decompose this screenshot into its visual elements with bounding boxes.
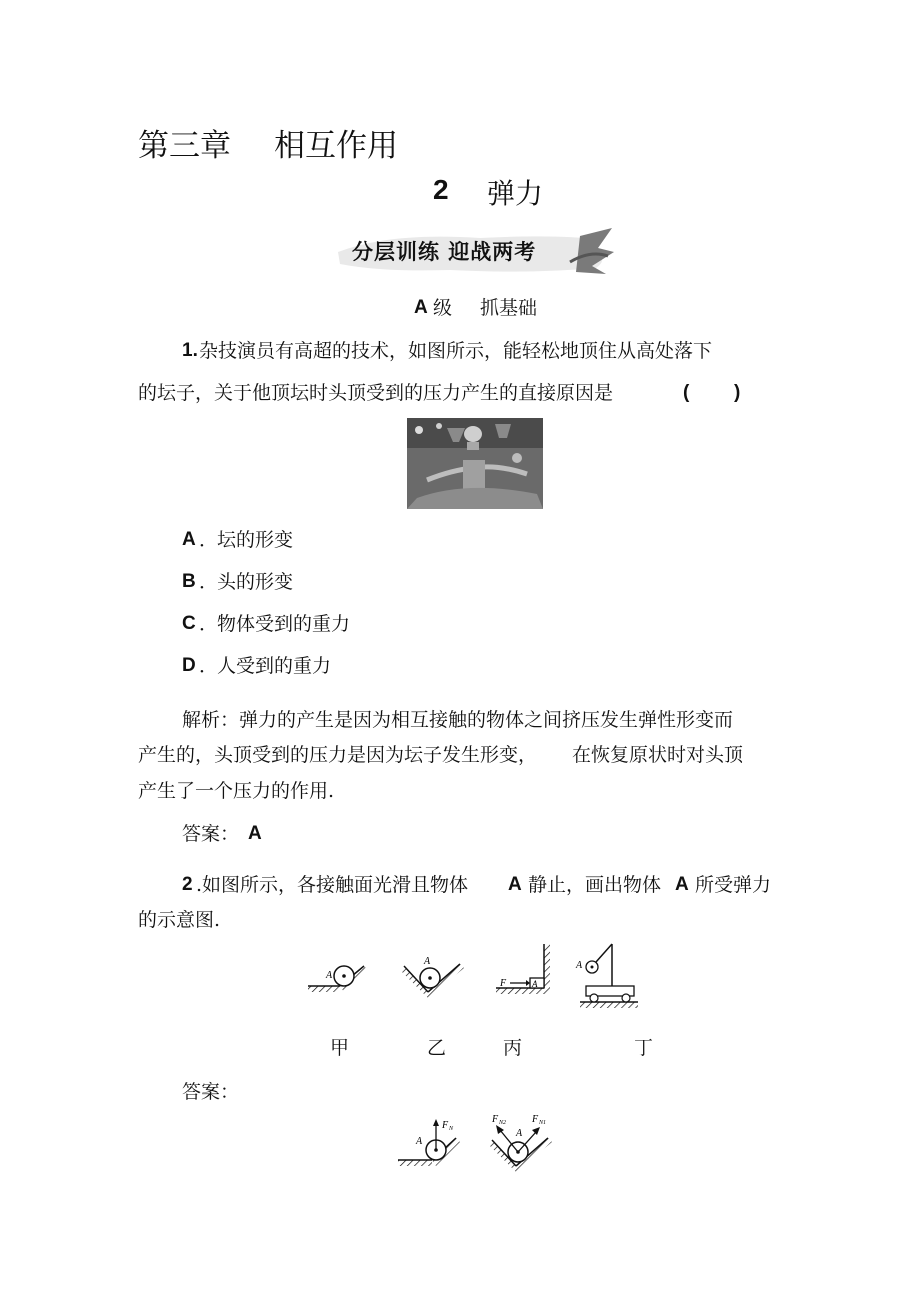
- q2-diagrams: [300, 940, 650, 1020]
- q2-stem-A2: A: [675, 874, 689, 895]
- q1-analysis-line2b: 在恢复原状时对头顶: [572, 744, 744, 766]
- chapter-number: 第三章: [138, 128, 231, 164]
- level-letter: A: [414, 297, 428, 318]
- diagram-bing: [496, 944, 550, 994]
- option-d-text: 人受到的重力: [217, 655, 332, 677]
- answer-diagram-yi: [488, 1114, 552, 1172]
- section-title: 弹力: [487, 177, 544, 210]
- q1-answer-label: 答案：: [182, 823, 240, 845]
- q2-answer-label: 答案：: [182, 1081, 240, 1103]
- diagram-bing-label-F: F: [500, 978, 507, 989]
- practice-banner: [330, 222, 615, 280]
- q1-analysis-line3: 产生了一个压力的作用.: [138, 780, 335, 802]
- diagram-yi: [400, 956, 464, 998]
- option-c-text: 物体受到的重力: [217, 613, 351, 635]
- q2-stem-A1: A: [508, 874, 522, 895]
- option-b-letter: B: [182, 571, 196, 592]
- q1-stem-line2: 的坛子，关于他顶坛时头顶受到的压力产生的直接原因是: [138, 382, 614, 404]
- q2-stem-line2: 的示意图.: [138, 909, 221, 931]
- q1-bracket-open: (: [683, 382, 690, 403]
- diagram-ding-label-A: A: [576, 960, 583, 971]
- diagram-jia-label-A: A: [326, 970, 333, 981]
- caption-yi: 乙: [427, 1037, 447, 1059]
- level-title: 抓基础: [480, 297, 538, 319]
- q1-answer-value: A: [248, 823, 262, 844]
- caption-ding: 丁: [634, 1037, 654, 1059]
- q1-analysis-line2a: 产生的，头顶受到的压力是因为坛子发生形变，: [138, 744, 538, 766]
- level-label: 级: [433, 297, 453, 319]
- answer-jia-sub-N: N: [449, 1126, 454, 1132]
- q1-analysis-line1: 解析：弹力的产生是因为相互接触的物体之间挤压发生弹性形变而: [182, 709, 734, 731]
- section-number: 2: [433, 174, 449, 205]
- q2-answer-diagrams: [392, 1110, 562, 1174]
- q2-stem-part2: 静止，画出物体: [528, 874, 662, 896]
- q1-number: 1.: [182, 340, 198, 361]
- diagram-ding: [575, 944, 638, 1008]
- answer-diagram-jia: [398, 1119, 460, 1166]
- acrobat-photo: [407, 418, 543, 509]
- answer-yi-F2: F: [492, 1114, 499, 1125]
- option-a-letter: A: [182, 529, 196, 550]
- option-b-text: 头的形变: [217, 571, 294, 593]
- caption-jia: 甲: [330, 1037, 350, 1059]
- caption-bing: 丙: [503, 1037, 523, 1059]
- q2-stem-part1: .如图所示，各接触面光滑且物体: [196, 874, 469, 896]
- q1-stem-line1: 杂技演员有高超的技术，如图所示，能轻松地顶住从高处落下: [199, 340, 713, 362]
- option-a-text: 坛的形变: [217, 529, 294, 551]
- answer-yi-sub-N1: N1: [539, 1120, 547, 1126]
- acrobat-image: [407, 418, 543, 509]
- option-d-letter: D: [182, 655, 196, 676]
- chapter-title: 相互作用: [274, 128, 398, 164]
- banner-text: 分层训练 迎战两考: [352, 240, 537, 264]
- option-c-letter: C: [182, 613, 196, 634]
- q1-bracket-close: ): [734, 382, 741, 403]
- q2-number: 2: [182, 874, 193, 895]
- diagram-jia: [308, 966, 368, 992]
- answer-jia-label-A: A: [416, 1136, 423, 1147]
- answer-yi-F1: F: [532, 1114, 539, 1125]
- q2-stem-part3: 所受弹力: [695, 874, 772, 896]
- answer-yi-sub-N2: N2: [499, 1120, 507, 1126]
- diagram-yi-label-A: A: [424, 956, 431, 967]
- answer-yi-label-A: A: [516, 1128, 523, 1139]
- diagram-bing-label-A: A: [532, 979, 538, 989]
- answer-jia-F: F: [442, 1120, 449, 1131]
